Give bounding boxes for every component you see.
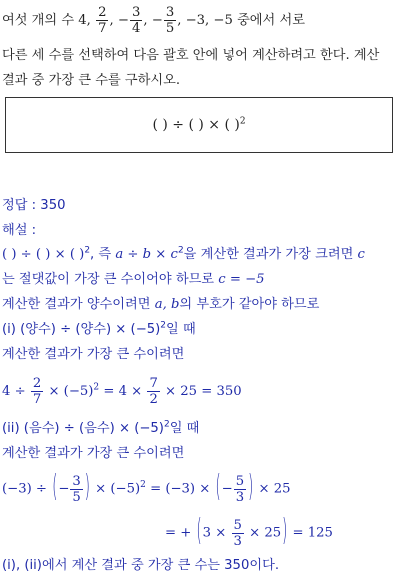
case-2-calculation: (−3) ÷ (− $\frac{3}{5}$ ) × $(-5)^2 = (-3)$ × (− $\frac{5}{3}$ ) × 25 — [2, 470, 291, 506]
answer-line: 정답 : 350 — [2, 198, 66, 213]
problem-line-2: 다른 세 수를 선택하여 다음 괄호 안에 넣어 계산하려고 한다. 계산 — [2, 48, 380, 63]
minus-sign: − — [151, 13, 163, 28]
fraction-2-7: $\frac{2}{7}$ — [32, 376, 42, 407]
case-1-calculation: 4 ÷ $\frac{2}{7}$ × $(-5)^2 = 4$ × $\frac{7}{2}$ × 25 = 350 — [2, 376, 242, 407]
solution-line-3: 계산한 결과가 양수이려면 a, b의 부호가 같아야 하므로 — [2, 297, 320, 312]
fraction-5-3: $\frac{5}{3}$ — [233, 517, 242, 549]
problem-text: 중에서 서로 — [237, 13, 305, 28]
case-1-line: 계산한 결과가 가장 큰 수이려면 — [2, 347, 185, 362]
fraction-2-7: $\frac{2}{7}$ — [98, 4, 107, 36]
case-2-result: = + (3 × $\frac{5}{3}$ × 25) = 125 — [165, 514, 333, 550]
problem-line-3: 결과 중 가장 큰 수를 구하시오. — [2, 73, 181, 88]
fraction-3-5: $\frac{3}{5}$ — [72, 473, 81, 505]
fraction-3-5: $\frac{3}{5}$ — [165, 4, 175, 36]
number-4: 4, — [78, 13, 91, 28]
solution-line-2: 는 절댓값이 가장 큰 수이어야 하므로 c = −5 — [2, 272, 265, 287]
solution-line-1: ( ) ÷ ( ) × ( )$^2$, 즉 $a \div b \times c^2$을 계산한 결과가 가장 크려면 c — [2, 245, 365, 262]
expression-box — [5, 97, 393, 153]
solution-header: 해설 : — [2, 223, 37, 238]
fraction-3-4: $\frac{3}{4}$ — [131, 4, 141, 36]
problem-line-1: 여섯 개의 수 4, $\frac{2}{7}$ , − $\frac{3}{4}$ , − $\frac{3}{5}$ , −3, −5 중에서 서로 — [2, 4, 305, 36]
fraction-5-3: $\frac{5}{3}$ — [235, 473, 245, 505]
box-expression: ( ) ÷ ( ) × ( )$^2$ — [152, 116, 246, 133]
minus-sign: − — [117, 13, 129, 28]
problem-text: 여섯 개의 수 — [2, 13, 75, 28]
case-1-header: (i) (양수) ÷ (양수) × $(-5)^2$일 때 — [2, 320, 196, 337]
numbers-tail: , −3, −5 — [177, 13, 233, 28]
fraction-7-2: $\frac{7}{2}$ — [149, 376, 158, 407]
case-2-header: (ii) (음수) ÷ (음수) × $(-5)^2$일 때 — [2, 419, 200, 436]
conclusion-line: (i), (ii)에서 계산 결과 중 가장 큰 수는 350이다. — [2, 558, 280, 573]
case-2-line: 계산한 결과가 가장 큰 수이려면 — [2, 446, 185, 461]
